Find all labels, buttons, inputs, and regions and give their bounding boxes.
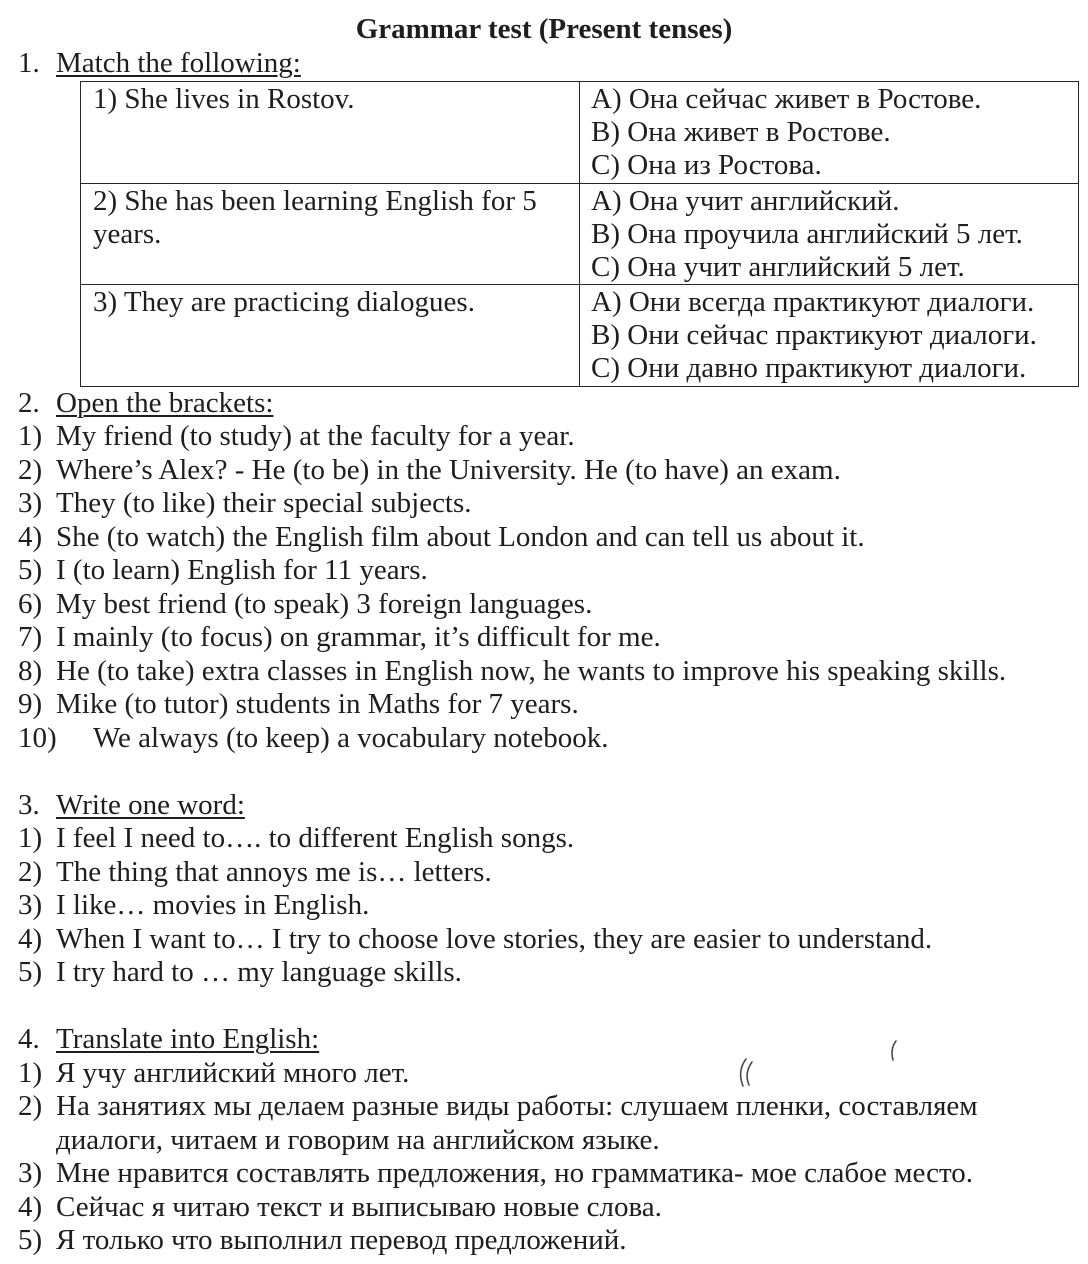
item-text: We always (to keep) a vocabulary notebook. bbox=[93, 721, 609, 754]
list-item bbox=[0, 454, 1070, 488]
list-item bbox=[0, 1191, 1070, 1225]
table-row bbox=[81, 184, 1078, 286]
item-text: Я учу английский много лет. bbox=[56, 1056, 410, 1089]
list-item bbox=[0, 521, 1070, 555]
list-item bbox=[0, 722, 1070, 756]
section-heading bbox=[0, 1023, 1088, 1057]
section-number: 1. bbox=[18, 46, 40, 79]
section-number: 4. bbox=[18, 1023, 40, 1055]
section-open-brackets bbox=[0, 387, 1088, 756]
list-item bbox=[0, 487, 1070, 521]
list-item bbox=[0, 856, 1070, 890]
item-number: 3) bbox=[18, 1157, 43, 1189]
list-item bbox=[0, 588, 1070, 622]
item-text: I (to learn) English for 11 years. bbox=[56, 554, 428, 586]
item-text: I mainly (to focus) on grammar, it’s difficult for me. bbox=[56, 621, 661, 653]
section-number: 2. bbox=[18, 386, 40, 419]
item-text: The thing that annoys me is… letters. bbox=[56, 855, 492, 888]
list-item bbox=[0, 655, 1070, 689]
item-number: 2) bbox=[18, 453, 43, 486]
list-item bbox=[0, 554, 1070, 588]
option-b: B) Они сейчас практикуют диалоги. bbox=[591, 319, 1037, 351]
item-text: They (to like) their special subjects. bbox=[56, 487, 472, 519]
option-c: C) Она из Ростова. bbox=[591, 149, 822, 181]
item-text: My best friend (to speak) 3 foreign languages. bbox=[56, 587, 593, 620]
pen-stroke bbox=[747, 1062, 752, 1085]
exercise-list bbox=[0, 420, 1070, 755]
item-number: 5) bbox=[18, 956, 43, 988]
item-number: 5) bbox=[18, 554, 43, 586]
table-row bbox=[81, 285, 1078, 387]
list-item bbox=[0, 889, 1070, 923]
item-text: Сейчас я читаю текст и выписываю новые слова. bbox=[56, 1190, 662, 1223]
section-match bbox=[0, 47, 1088, 387]
item-number: 4) bbox=[18, 520, 43, 553]
item-number: 4) bbox=[18, 1190, 43, 1223]
section-number: 3. bbox=[18, 788, 40, 821]
item-number: 1) bbox=[18, 420, 43, 452]
section-translate bbox=[0, 1023, 1088, 1258]
section-title: Write one word: bbox=[56, 788, 245, 821]
document-title: Grammar test (Present tenses) bbox=[355, 13, 733, 45]
item-number: 10) bbox=[18, 721, 57, 754]
item-text: Мне нравится составлять предложения, но грамматика- мое слабое место. bbox=[56, 1157, 973, 1189]
item-number: 9) bbox=[18, 688, 43, 720]
pen-mark bbox=[886, 1038, 900, 1064]
item-text: I feel I need to…. to different English songs. bbox=[56, 822, 575, 854]
list-item bbox=[0, 956, 1070, 990]
list-item bbox=[0, 822, 1070, 856]
item-text: Mike (to tutor) students in Maths for 7 years. bbox=[56, 688, 579, 720]
section-write-one-word bbox=[0, 789, 1088, 990]
item-text: Я только что выполнил перевод предложений. bbox=[56, 1224, 627, 1256]
english-sentence: 1) She lives in Rostov. bbox=[81, 82, 580, 183]
translation-options bbox=[580, 285, 1078, 386]
item-number: 2) bbox=[18, 855, 43, 888]
item-number: 1) bbox=[18, 822, 43, 854]
english-sentence: 3) They are practicing dialogues. bbox=[81, 285, 580, 386]
list-item bbox=[0, 1090, 1070, 1157]
list-item bbox=[0, 1057, 1070, 1091]
item-number: 6) bbox=[18, 587, 43, 620]
english-sentence: 2) She has been learning English for 5 years. bbox=[81, 184, 580, 285]
item-text: When I want to… I try to choose love stories, they are easier to understand. bbox=[56, 922, 933, 955]
option-a: A) Они всегда практикуют диалоги. bbox=[591, 286, 1035, 318]
list-item bbox=[0, 1157, 1070, 1191]
item-number: 3) bbox=[18, 487, 43, 519]
translation-options bbox=[580, 82, 1078, 183]
exercise-list bbox=[0, 1057, 1070, 1258]
section-heading bbox=[0, 789, 1088, 823]
item-number: 7) bbox=[18, 621, 43, 653]
list-item bbox=[0, 420, 1070, 454]
option-a: A) Она учит английский. bbox=[591, 184, 900, 217]
item-number: 1) bbox=[18, 1056, 43, 1089]
item-text: I like… movies in English. bbox=[56, 889, 370, 921]
document-body bbox=[0, 13, 1088, 1258]
list-item bbox=[0, 923, 1070, 957]
pen-stroke bbox=[892, 1041, 896, 1060]
item-text: На занятиях мы делаем разные виды работы: слушаем пленки, составляем диалоги, читаем и говорим на английском языке. bbox=[56, 1090, 978, 1156]
item-text: He (to take) extra classes in English now, he wants to improve his speaking skills. bbox=[56, 654, 1007, 687]
table-row bbox=[81, 82, 1078, 184]
section-title: Match the following: bbox=[56, 46, 301, 79]
section-title: Open the brackets: bbox=[56, 386, 274, 419]
section-heading bbox=[0, 47, 1088, 81]
list-item bbox=[0, 621, 1070, 655]
item-number: 3) bbox=[18, 889, 43, 921]
item-number: 5) bbox=[18, 1224, 43, 1256]
list-item bbox=[0, 1224, 1070, 1258]
option-c: C) Она учит английский 5 лет. bbox=[591, 250, 965, 283]
item-number: 4) bbox=[18, 922, 43, 955]
item-text: She (to watch) the English film about London and can tell us about it. bbox=[56, 520, 865, 553]
exercise-list bbox=[0, 822, 1070, 990]
pen-stroke bbox=[741, 1059, 746, 1086]
item-number: 8) bbox=[18, 654, 43, 687]
item-text: I try hard to … my language skills. bbox=[56, 956, 462, 988]
list-item bbox=[0, 688, 1070, 722]
section-heading bbox=[0, 387, 1088, 421]
option-a: A) Она сейчас живет в Ростове. bbox=[591, 83, 982, 115]
pen-mark bbox=[733, 1055, 759, 1091]
section-title: Translate into English: bbox=[56, 1023, 320, 1055]
translation-options bbox=[580, 184, 1078, 285]
option-b: B) Она живет в Ростове. bbox=[591, 116, 891, 148]
option-b: B) Она проучила английский 5 лет. bbox=[591, 217, 1023, 250]
item-text: My friend (to study) at the faculty for a year. bbox=[56, 420, 575, 452]
item-number: 2) bbox=[18, 1090, 43, 1122]
match-table bbox=[80, 81, 1079, 387]
item-text: Where’s Alex? - He (to be) in the University. He (to have) an exam. bbox=[56, 453, 841, 486]
option-c: C) Они давно практикуют диалоги. bbox=[591, 352, 1027, 384]
